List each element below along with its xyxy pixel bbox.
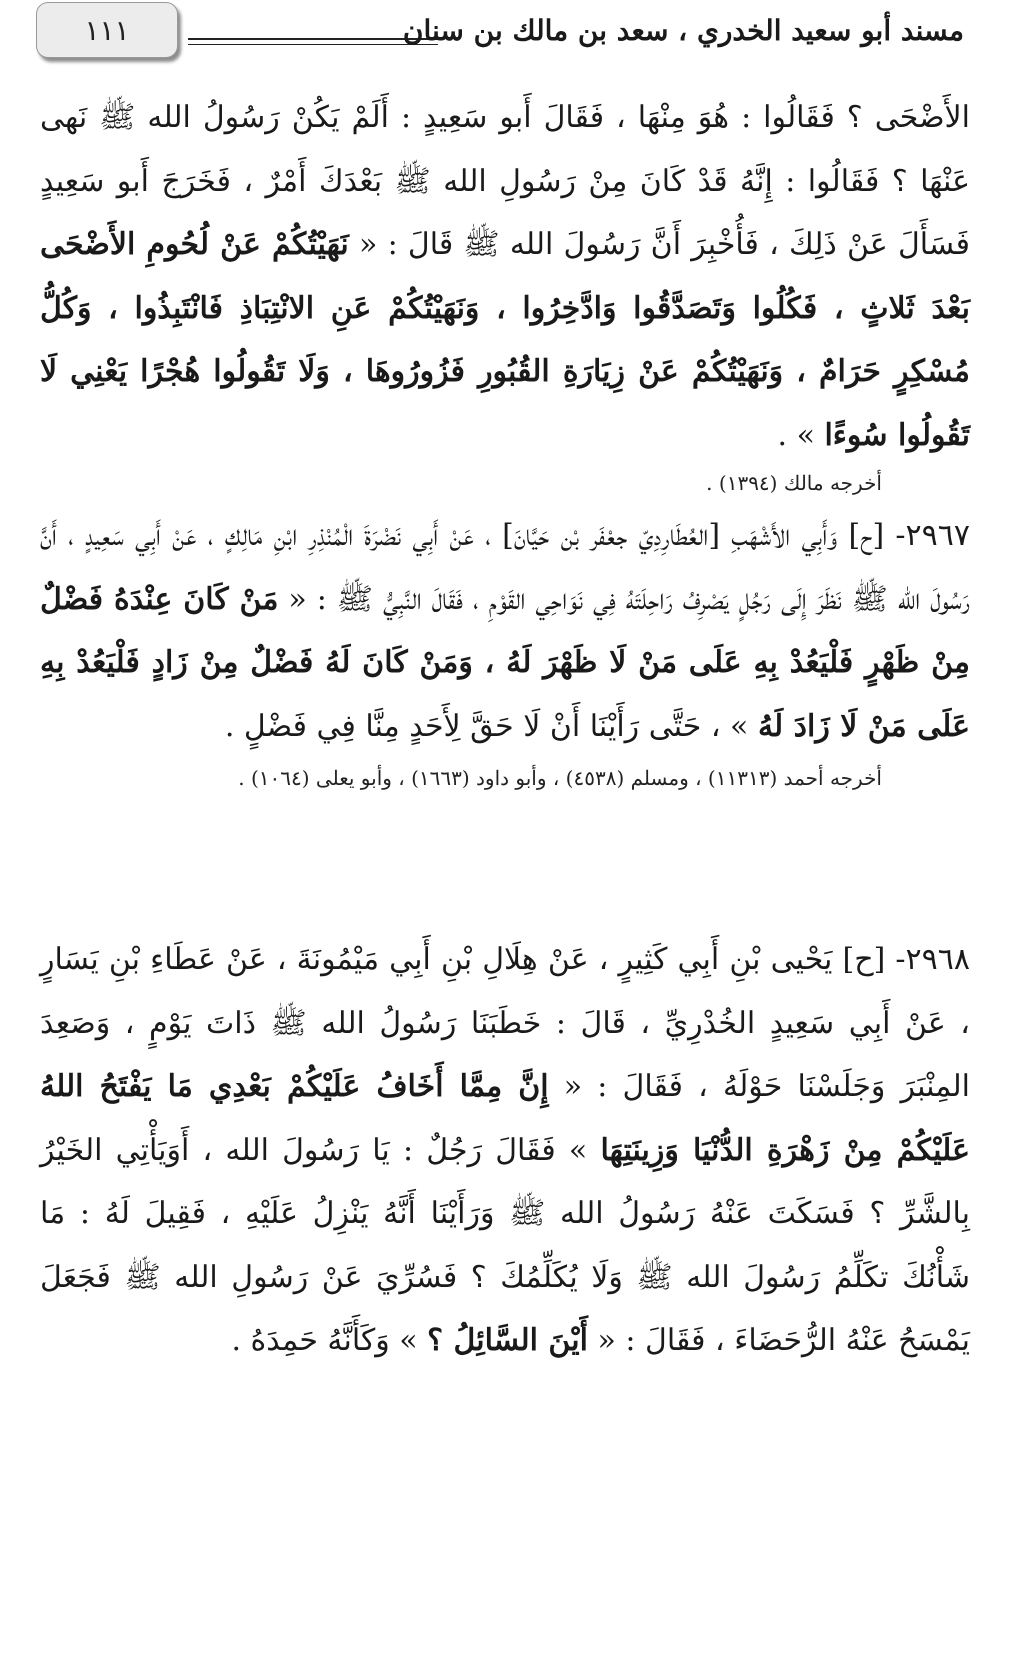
page-number: ١١١ xyxy=(84,13,130,47)
continuation-block xyxy=(40,86,970,499)
text-run: » وَكَأَنَّهُ حَمِدَهُ . xyxy=(231,1323,428,1358)
running-title: مسند أبو سعيد الخدري ، سعد بن مالك بن سنان xyxy=(402,14,964,47)
text-run: الأَضْحَى ؟ فَقَالُوا : هُوَ مِنْهَا ، فَقَالَ أَبو سَعِيدٍ : أَلَمْ يَكُنْ رَسُولُ الله ﷺ نَهى عَنْهَا ؟ فَقَالُوا : إِنَّهُ قَدْ كَانَ مِنْ رَسُولِ الله ﷺ بَعْدَكَ أَمْرٌ ، فَخَرَجَ أَبو سَعِيدٍ فَسَأَلَ عَنْ ذَلِكَ ، فَأُخْبِرَ أَنَّ رَسُولَ الله ﷺ قَالَ : « xyxy=(40,100,970,262)
hadith-2967 xyxy=(40,504,970,794)
takhrij-note: أخرجه مالك (١٣٩٤) . xyxy=(706,471,882,495)
page-number-tab xyxy=(36,2,178,58)
hadith-matn: أَيْنَ السَّائِلُ ؟ xyxy=(427,1323,588,1358)
page-header xyxy=(0,0,1010,80)
hadith-2967-text xyxy=(40,504,970,758)
header-rule-thin xyxy=(188,44,438,45)
text-run: ٢٩٦٧- [ح] وَأَبِي الأَشْهَبِ [العُطَارِدِيّ جعْفَر بْن حَيَّانَ] ، عَنْ أَبِي نَضْرَةَ الْمُنْذِرِ ابْنِ مَالِكٍ ، عَنْ أَبِي سَعِيدٍ ، أَنَّ رَسُولَ الله ﷺ نَظَرَ إِلَى رَجُلٍ يَصْرِفُ رَاحِلَتَهُ فِي نَوَاحِي القَوْمِ ، فَقَالَ النَّبِيُّ ﷺ : « xyxy=(40,518,970,617)
text-run: » ، حَتَّى رَأَيْنَا أَنْ لَا حَقَّ لِأَحَدٍ مِنَّا فِي فَضْلٍ . xyxy=(224,708,758,744)
hadith-matn: نَهَيْتُكُمْ عَنْ لُحُومِ الأَضْحَى بَعْدَ ثَلاثٍ ، فَكُلُوا وَتَصَدَّقُوا وَادَّخِرُوا ، وَنَهَيْتُكُمْ عَنِ الانْتِبَاذِ فَانْتَبِذُوا ، وَكُلُّ مُسْكِرٍ حَرَامٌ ، وَنَهَيْتُكُمْ عَنْ زِيَارَةِ القُبُورِ فَزُورُوهَا ، وَلَا تَقُولُوا هُجْرًا يَعْنِي لَا تَقُولُوا سُوءًا xyxy=(40,227,970,453)
hadith-2968 xyxy=(40,928,970,1373)
hadith-matn: مَنْ كَانَ عِنْدَهُ فَضْلٌ مِنْ ظَهْرٍ فَلْيَعُدْ بِهِ عَلَى مَنْ لَا ظَهْرَ لَهُ ، وَمَنْ كَانَ لَهُ فَضْلٌ مِنْ زَادٍ فَلْيَعُدْ بِهِ عَلَى مَنْ لَا زَادَ لَهُ xyxy=(40,581,970,744)
text-run: » . xyxy=(777,417,825,453)
takhrij-note-2967: أخرجه أحمد (١١٣١٣) ، ومسلم (٤٥٣٨) ، وأبو داود (١٦٦٣) ، وأبو يعلى (١٠٦٤) . xyxy=(238,766,882,790)
hadith-matn: إِنَّ مِمَّا أَخَافُ عَلَيْكُمْ بَعْدِي مَا يَفْتَحُ اللهُ عَلَيْكُمْ مِنْ زَهْرَةِ الدُّنْيَا وَزِينَتِهَا xyxy=(40,1069,971,1168)
text-run: » فَقَالَ رَجُلٌ : يَا رَسُولَ الله ، أَوَيَأْتِي الخَيْرُ بِالشَّرِّ ؟ فَسَكَتَ عَنْهُ رَسُولُ الله ﷺ وَرَأَيْنَا أَنَّهُ يَنْزِلُ عَلَيْهِ ، فَقِيلَ لَهُ : مَا شَأْنُكَ تكَلِّمُ رَسُولَ الله ﷺ وَلَا يُكَلِّمُكَ ؟ فَسُرِّيَ عَنْ رَسُولِ الله ﷺ فَجَعَلَ يَمْسَحُ عَنْهُ الرُّحَضَاءَ ، فَقَالَ : « xyxy=(40,1132,970,1358)
continuation-text xyxy=(40,86,970,467)
hadith-2968-text xyxy=(40,928,970,1373)
header-rule xyxy=(188,38,438,40)
text-run: ٢٩٦٨- [ح] يَحْيى بْنِ أَبِي كَثِيرٍ ، عَنْ هِلَالِ بْنِ أَبِي مَيْمُونَةَ ، عَنْ عَطَاءِ بْنِ يَسَارٍ ، عَنْ أَبِي سَعِيدٍ الخُدْرِيِّ ، قَالَ : خَطَبَنَا رَسُولُ الله ﷺ ذَاتَ يَوْمٍ ، وَصَعِدَ المِنْبَرَ وَجَلَسْنَا حَوْلَهُ ، فَقَالَ : « xyxy=(40,942,970,1104)
